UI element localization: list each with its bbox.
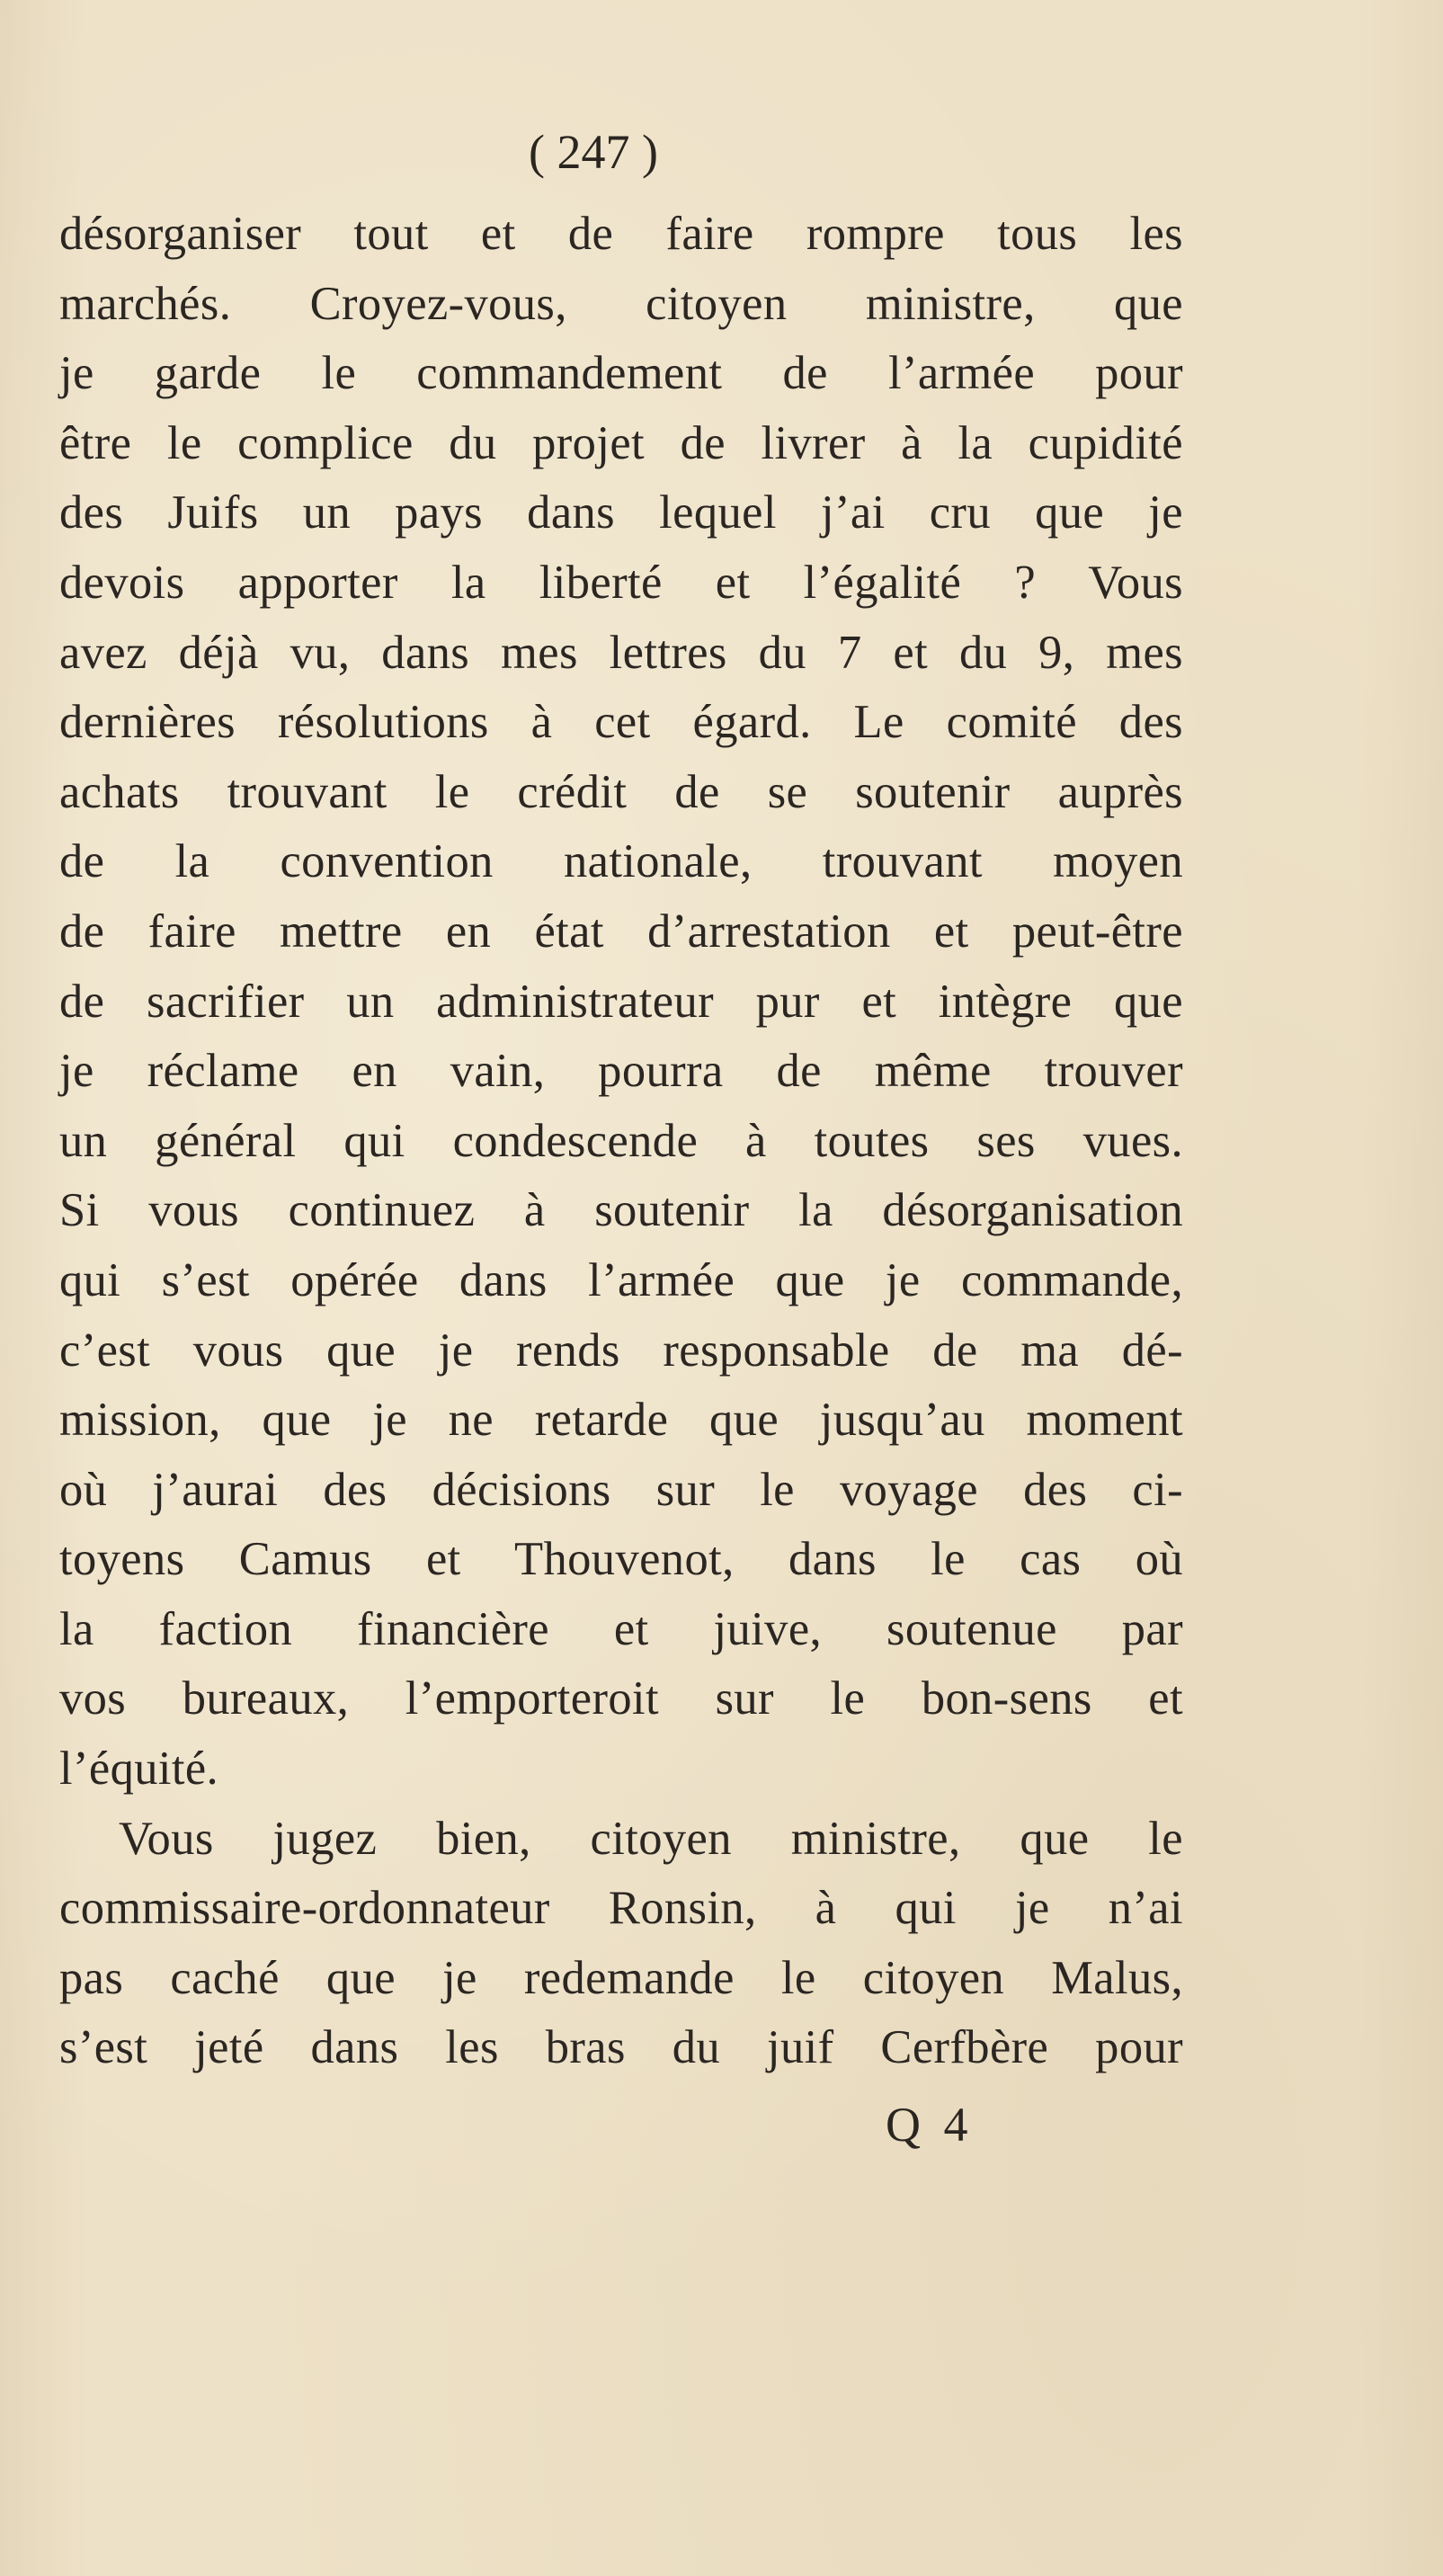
text-line: Si vous continuez à soutenir la désorganisation (59, 1184, 1183, 1237)
text-line: un général qui condescende à toutes ses vues. (59, 1114, 1183, 1167)
text-line: toyens Camus et Thouvenot, dans le cas où (59, 1533, 1183, 1586)
text-line: c’est vous que je rends responsable de ma dé- (59, 1324, 1183, 1377)
body-text (59, 200, 1183, 2083)
text-line: l’équité. (59, 1743, 219, 1796)
text-line: je réclame en vain, pourra de même trouver (59, 1045, 1183, 1098)
text-line: marchés. Croyez-vous, citoyen ministre, que (59, 277, 1183, 330)
text-line: s’est jeté dans les bras du juif Cerfbère pour (59, 2021, 1183, 2074)
text-line: avez déjà vu, dans mes lettres du 7 et du 9, mes (59, 626, 1183, 679)
text-line: être le complice du projet de livrer à la cupidité (59, 416, 1183, 469)
text-line: de faire mettre en état d’arrestation et peut-être (59, 905, 1183, 958)
signature-mark: Q 4 (886, 2098, 968, 2152)
paragraph-1 (59, 200, 1183, 1805)
text-line: vos bureaux, l’emporteroit sur le bon-sens et (59, 1672, 1183, 1725)
text-line: mission, que je ne retarde que jusqu’au moment (59, 1394, 1183, 1447)
text-line: dernières résolutions à cet égard. Le comité des (59, 696, 1183, 749)
text-line: où j’aurai des décisions sur le voyage des ci- (59, 1463, 1183, 1516)
text-line: la faction financière et juive, soutenue par (59, 1602, 1183, 1655)
text-line: achats trouvant le crédit de se soutenir auprès (59, 765, 1183, 818)
text-line: Vous jugez bien, citoyen ministre, que le (119, 1812, 1183, 1865)
text-line: commissaire-ordonnateur Ronsin, à qui je n’ai (59, 1882, 1183, 1935)
text-line: de la convention nationale, trouvant moyen (59, 835, 1183, 888)
page-number: ( 247 ) (529, 125, 658, 179)
paragraph-2 (59, 1805, 1183, 2083)
text-line: des Juifs un pays dans lequel j’ai cru que je (59, 486, 1183, 539)
text-line: désorganiser tout et de faire rompre tous les (59, 208, 1183, 260)
text-line: je garde le commandement de l’armée pour (59, 347, 1183, 400)
text-line: pas caché que je redemande le citoyen Malus, (59, 1951, 1183, 2004)
text-line: qui s’est opérée dans l’armée que je commande, (59, 1253, 1183, 1306)
text-line: de sacrifier un administrateur pur et intègre que (59, 975, 1183, 1028)
text-line: devois apporter la liberté et l’égalité ? Vous (59, 556, 1183, 609)
